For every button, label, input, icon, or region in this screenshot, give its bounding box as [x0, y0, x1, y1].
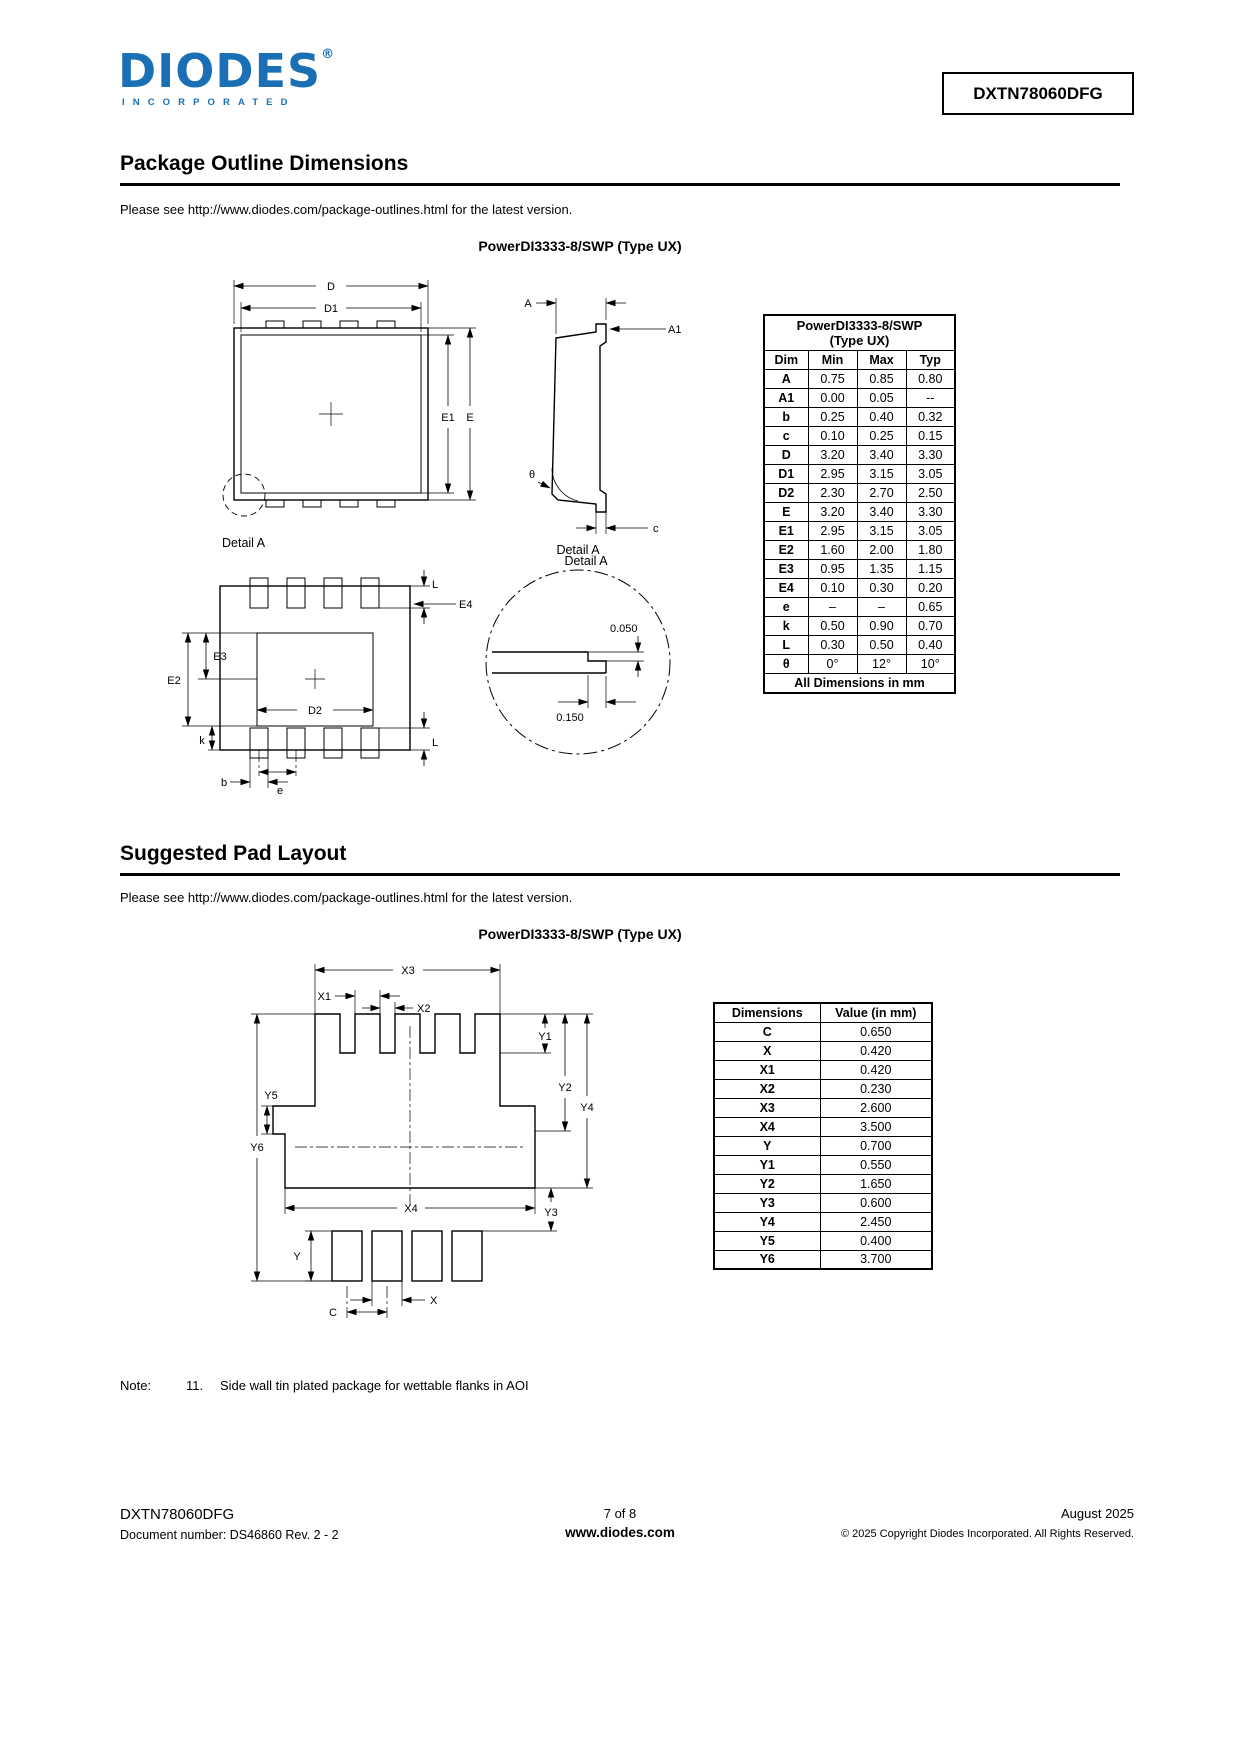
- table-cell: 0.95: [808, 560, 857, 579]
- table-row: [714, 1212, 932, 1231]
- table-cell: A: [764, 370, 808, 389]
- table-cell: 0.10: [808, 579, 857, 598]
- table-row: [714, 1174, 932, 1193]
- table-row: [764, 408, 955, 427]
- dim-label-D: D: [327, 281, 335, 293]
- table-cell: 0.05: [857, 389, 906, 408]
- table-cell: Y5: [714, 1231, 820, 1250]
- dim-label-e: e: [276, 785, 284, 797]
- table-row: [714, 1250, 932, 1269]
- table-row: [764, 617, 955, 636]
- table-cell: 2.95: [808, 522, 857, 541]
- table-cell: A1: [764, 389, 808, 408]
- table-header-row: [714, 1003, 932, 1022]
- part-number: DXTN78060DFG: [973, 83, 1103, 103]
- table-cell: k: [764, 617, 808, 636]
- table-cell: 0.550: [820, 1155, 932, 1174]
- pad-drawing-title: PowerDI3333-8/SWP (Type UX): [478, 926, 682, 942]
- pad-pattern: [273, 1014, 535, 1281]
- table-row: [764, 560, 955, 579]
- table-cell: --: [906, 389, 955, 408]
- table-cell: Y2: [714, 1174, 820, 1193]
- table-cell: c: [764, 427, 808, 446]
- table-cell: 3.500: [820, 1117, 932, 1136]
- dim-label-flank-width: 0.150: [556, 712, 584, 724]
- table-cell: E3: [764, 560, 808, 579]
- dim-label-X1: X1: [317, 991, 331, 1003]
- table-header-row: [764, 351, 955, 370]
- table-cell: E: [764, 503, 808, 522]
- table-cell: 0.30: [857, 579, 906, 598]
- table-title-line2: (Type UX): [829, 333, 890, 348]
- dim-label-A: A: [524, 298, 532, 310]
- dim-label-E1: E1: [441, 412, 455, 424]
- table-cell: 0.230: [820, 1079, 932, 1098]
- table-row: [714, 1136, 932, 1155]
- dim-label-X2: X2: [417, 1003, 431, 1015]
- table-cell: 10°: [906, 655, 955, 674]
- table-cell: D2: [764, 484, 808, 503]
- detail-a-callout: Detail A: [564, 554, 608, 568]
- table-cell: 0.650: [820, 1022, 932, 1041]
- logo-subtitle: INCORPORATED: [122, 97, 296, 108]
- dim-label-k: k: [199, 735, 205, 747]
- table-row: [764, 389, 955, 408]
- dim-label-X3: X3: [401, 965, 415, 977]
- dim-label-E2: E2: [167, 675, 181, 687]
- detail-a-callout: Detail A: [222, 536, 266, 550]
- footer-page-number: 7 of 8: [603, 1506, 637, 1521]
- table-cell: e: [764, 598, 808, 617]
- table-row: [764, 655, 955, 674]
- package-bottom: [220, 578, 410, 758]
- table-cell: 0.70: [906, 617, 955, 636]
- table-cell: 2.50: [906, 484, 955, 503]
- table-row: [764, 465, 955, 484]
- table-footer-row: [764, 674, 955, 693]
- table-row: [764, 503, 955, 522]
- dim-label-Y: Y: [293, 1251, 301, 1263]
- footer-left: [120, 1506, 339, 1542]
- footer-right: [640, 1506, 1134, 1540]
- table-cell: 1.80: [906, 541, 955, 560]
- table-cell: 2.95: [808, 465, 857, 484]
- table-row: [764, 446, 955, 465]
- table-cell: 0.400: [820, 1231, 932, 1250]
- dimension-lines: [251, 964, 593, 1318]
- table-row: [764, 579, 955, 598]
- table-cell: 1.650: [820, 1174, 932, 1193]
- col-header-max: Max: [857, 351, 906, 370]
- table-cell: 3.20: [808, 503, 857, 522]
- dim-label-D1: D1: [323, 303, 339, 315]
- table-cell: 12°: [857, 655, 906, 674]
- table-cell: C: [714, 1022, 820, 1041]
- table-row: [764, 598, 955, 617]
- note-label: Note:: [120, 1378, 152, 1393]
- dim-label-flank-step: 0.050: [610, 623, 638, 635]
- table-cell: 0.40: [857, 408, 906, 427]
- footer-doc-number: Document number: DS46860 Rev. 2 - 2: [120, 1528, 339, 1542]
- table-row: [714, 1117, 932, 1136]
- table-row: [764, 541, 955, 560]
- footer-part-number: DXTN78060DFG: [120, 1506, 235, 1523]
- table-cell: 0.90: [857, 617, 906, 636]
- col-header-min: Min: [808, 351, 857, 370]
- table-cell: 3.15: [857, 465, 906, 484]
- table-cell: 0.420: [820, 1060, 932, 1079]
- dim-label-Y1: Y1: [538, 1031, 552, 1043]
- table-cell: L: [764, 636, 808, 655]
- dim-label-D2: D2: [307, 705, 323, 717]
- dim-label-X4: X4: [404, 1203, 418, 1215]
- table-row: [764, 636, 955, 655]
- table-cell: 0.65: [906, 598, 955, 617]
- table-cell: E1: [764, 522, 808, 541]
- footer-copyright: © 2025 Copyright Diodes Incorporated. All Rights Reserved.: [840, 1528, 1134, 1540]
- table-title: [764, 315, 955, 351]
- table-cell: 1.60: [808, 541, 857, 560]
- dimension-lines: [558, 636, 644, 708]
- table-cell: 0.10: [808, 427, 857, 446]
- side-view-drawing: [498, 272, 688, 572]
- table-row: [714, 1155, 932, 1174]
- dim-label-Y6: Y6: [250, 1142, 264, 1154]
- table-cell: 3.30: [906, 446, 955, 465]
- table-cell: D1: [764, 465, 808, 484]
- table-cell: D: [764, 446, 808, 465]
- table-row: [714, 1231, 932, 1250]
- table-cell: 3.20: [808, 446, 857, 465]
- table-title-row: [764, 315, 955, 351]
- table-cell: 0.75: [808, 370, 857, 389]
- table-title-line1: PowerDI3333-8/SWP: [796, 318, 923, 333]
- page-note: [120, 1378, 529, 1393]
- table-cell: 0.15: [906, 427, 955, 446]
- table-cell: X3: [714, 1098, 820, 1117]
- table-cell: 0.50: [808, 617, 857, 636]
- table-cell: 1.15: [906, 560, 955, 579]
- table-cell: 3.05: [906, 522, 955, 541]
- pad-layout-drawing: [235, 956, 615, 1326]
- logo-wordmark: [118, 44, 336, 98]
- table-cell: Y4: [714, 1212, 820, 1231]
- table-cell: X1: [714, 1060, 820, 1079]
- table-cell: Y: [714, 1136, 820, 1155]
- table-cell: 0.50: [857, 636, 906, 655]
- package-body: [234, 321, 428, 507]
- table-cell: 0.25: [857, 427, 906, 446]
- dim-label-E3: E3: [213, 651, 227, 663]
- part-number-box: [942, 72, 1134, 115]
- table-cell: Y3: [714, 1193, 820, 1212]
- dim-label-theta: θ: [528, 469, 536, 481]
- table-cell: 0.80: [906, 370, 955, 389]
- dim-label-C: C: [329, 1307, 337, 1319]
- table-cell: Y1: [714, 1155, 820, 1174]
- table-row: [764, 522, 955, 541]
- table-cell: 3.40: [857, 446, 906, 465]
- table-cell: 0.25: [808, 408, 857, 427]
- table-cell: 0.20: [906, 579, 955, 598]
- table-cell: X2: [714, 1079, 820, 1098]
- table-cell: 2.00: [857, 541, 906, 560]
- table-cell: 3.30: [906, 503, 955, 522]
- table-row: [714, 1098, 932, 1117]
- diodes-logo: [118, 44, 336, 108]
- table-cell: 0.40: [906, 636, 955, 655]
- bottom-view-drawing: [162, 538, 482, 808]
- dim-label-b: b: [220, 777, 228, 789]
- dim-label-L-bottom: L: [432, 737, 439, 749]
- table-row: [764, 370, 955, 389]
- table-cell: 0°: [808, 655, 857, 674]
- dim-label-Y4: Y4: [580, 1102, 594, 1114]
- section-title-pad-layout: Suggested Pad Layout: [120, 842, 1120, 876]
- table-cell: 0.00: [808, 389, 857, 408]
- dim-label-E4: E4: [459, 599, 473, 611]
- pad-note: Please see http://www.diodes.com/package-outlines.html for the latest version.: [120, 890, 573, 905]
- table-cell: 2.600: [820, 1098, 932, 1117]
- table-cell: θ: [764, 655, 808, 674]
- table-row: [714, 1060, 932, 1079]
- dim-label-Y2: Y2: [558, 1082, 572, 1094]
- dim-label-Y5: Y5: [264, 1090, 278, 1102]
- table-cell: 0.32: [906, 408, 955, 427]
- table-cell: X4: [714, 1117, 820, 1136]
- outline-note: Please see http://www.diodes.com/package-outlines.html for the latest version.: [120, 202, 573, 217]
- dim-label-E: E: [466, 412, 474, 424]
- dimension-lines: [536, 298, 666, 534]
- dim-label-A1: A1: [668, 324, 682, 336]
- footer-website-link[interactable]: www.diodes.com: [565, 1525, 675, 1540]
- col-header-typ: Typ: [906, 351, 955, 370]
- table-cell: 0.600: [820, 1193, 932, 1212]
- top-view-drawing: [212, 266, 482, 556]
- table-row: [714, 1041, 932, 1060]
- table-cell: X: [714, 1041, 820, 1060]
- table-row: [764, 484, 955, 503]
- dim-label-Y3: Y3: [544, 1207, 558, 1219]
- detail-a-title: Detail A: [556, 543, 600, 557]
- pad-layout-table: [713, 1002, 933, 1270]
- registered-mark-icon: ®: [321, 47, 336, 62]
- table-cell: 3.700: [820, 1250, 932, 1269]
- table-cell: 0.85: [857, 370, 906, 389]
- table-row: [714, 1079, 932, 1098]
- dim-label-L-top: L: [432, 579, 439, 591]
- table-cell: 2.30: [808, 484, 857, 503]
- table-cell: 3.15: [857, 522, 906, 541]
- table-row: [714, 1022, 932, 1041]
- table-cell: –: [857, 598, 906, 617]
- logo-text: DIODES: [118, 44, 322, 98]
- footer-date: August 2025: [1060, 1506, 1134, 1521]
- outline-drawing-title: PowerDI3333-8/SWP (Type UX): [478, 238, 682, 254]
- dim-label-c: c: [653, 523, 659, 535]
- table-cell: 3.05: [906, 465, 955, 484]
- table-cell: 1.35: [857, 560, 906, 579]
- table-row: [764, 427, 955, 446]
- table-cell: Y6: [714, 1250, 820, 1269]
- table-cell: 3.40: [857, 503, 906, 522]
- dim-label-X: X: [430, 1295, 438, 1307]
- section-title-package-outline: Package Outline Dimensions: [120, 152, 1120, 186]
- table-cell: 0.420: [820, 1041, 932, 1060]
- flank-detail: [486, 570, 670, 754]
- table-cell: 0.700: [820, 1136, 932, 1155]
- col-header-dimensions: Dimensions: [714, 1003, 820, 1022]
- table-footer: All Dimensions in mm: [764, 674, 955, 693]
- package-profile: [552, 324, 606, 512]
- table-row: [714, 1193, 932, 1212]
- table-cell: 0.30: [808, 636, 857, 655]
- dimension-lines: [223, 280, 476, 516]
- note-text: Side wall tin plated package for wettable flanks in AOI: [220, 1378, 529, 1393]
- detail-a-drawing: [478, 540, 683, 770]
- table-cell: b: [764, 408, 808, 427]
- outline-dim-table: [763, 314, 956, 694]
- col-header-dim: Dim: [764, 351, 808, 370]
- col-header-value: Value (in mm): [820, 1003, 932, 1022]
- table-cell: E4: [764, 579, 808, 598]
- table-cell: –: [808, 598, 857, 617]
- table-cell: E2: [764, 541, 808, 560]
- table-cell: 2.450: [820, 1212, 932, 1231]
- note-number: 11.: [186, 1378, 204, 1393]
- table-cell: 2.70: [857, 484, 906, 503]
